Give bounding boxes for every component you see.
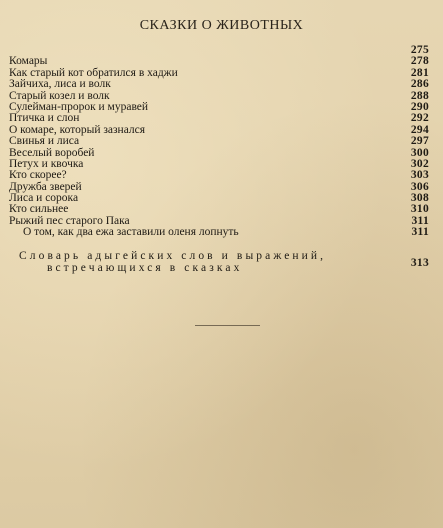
toc-entry-title: Комары — [9, 55, 48, 68]
toc-entry-page: 290 — [410, 100, 429, 113]
toc-entry-page: 275 — [410, 44, 429, 56]
toc-entry-page: 288 — [410, 89, 429, 102]
section-divider — [195, 325, 260, 326]
toc-entry — [9, 45, 433, 56]
toc-entry-title: Кто сильнее — [9, 203, 69, 216]
toc-entry-page: 300 — [410, 146, 429, 159]
toc-entry-title: Дружба зверей — [9, 180, 82, 193]
toc-entry-title: Старый козел и волк — [9, 89, 110, 102]
toc-entry-page: 303 — [410, 169, 429, 182]
toc-entry-page: 310 — [410, 203, 429, 216]
toc-entry — [9, 227, 433, 238]
toc-entry-page: 286 — [410, 78, 429, 91]
toc-entry-title: Свинья и лиса — [9, 135, 80, 148]
toc-entry — [9, 136, 433, 147]
toc-entry-glossary — [9, 250, 433, 276]
toc-entry-page: 308 — [410, 192, 429, 205]
toc-entry-title: Кто скорее? — [9, 169, 67, 182]
toc-entry — [9, 170, 433, 181]
toc-entry-title: Веселый воробей — [9, 146, 95, 159]
toc-entry-title: Лиса и сорока — [9, 192, 79, 205]
table-of-contents — [9, 45, 433, 239]
glossary-page: 313 — [410, 257, 429, 269]
page-title: СКАЗКИ О ЖИВОТНЫХ — [139, 18, 304, 33]
toc-entry-title: О комаре, который зазнался — [9, 123, 146, 136]
toc-entry-page: 311 — [411, 226, 429, 239]
glossary-title-line2: встречающихся в сказках — [47, 262, 243, 274]
toc-entry — [9, 193, 433, 204]
toc-entry-page: 297 — [410, 135, 429, 148]
toc-entry-title: Сулейман-пророк и муравей — [9, 100, 149, 113]
toc-entry-title: Рыжий пес старого Пака — [9, 214, 130, 227]
toc-entry-page: 311 — [411, 214, 429, 227]
toc-entry-title: Петух и квочка — [9, 157, 84, 170]
toc-entry-page: 278 — [410, 55, 429, 68]
toc-entry — [9, 79, 433, 90]
toc-entry-title: О том, как два ежа заставили оленя лопнуть — [23, 226, 239, 239]
toc-entry-title: Птичка и слон — [9, 112, 80, 125]
toc-entry-page: 281 — [410, 66, 429, 79]
glossary-title-line1: Словарь адыгейских слов и выражений, — [19, 250, 327, 262]
toc-entry-title: Как старый кот обратился в хаджи — [9, 66, 178, 79]
toc-entry-title: Зайчиха, лиса и волк — [9, 78, 111, 91]
toc-entry-page: 294 — [410, 123, 429, 136]
toc-entry-page: 302 — [410, 157, 429, 170]
toc-entry — [9, 159, 433, 170]
toc-entry-page: 306 — [410, 180, 429, 193]
toc-entry-page: 292 — [410, 112, 429, 125]
